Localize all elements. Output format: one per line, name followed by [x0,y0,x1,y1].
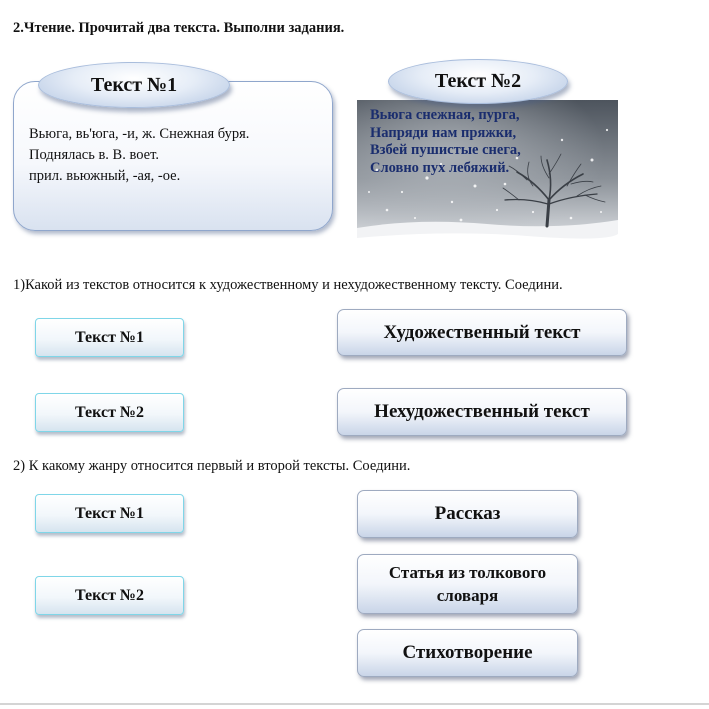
q2-dictionary-article-box[interactable]: Статья из толкового словаря [357,554,578,614]
text1-line: прил. вьюжный, -ая, -ое. [29,168,181,184]
q1-artistic-text-box[interactable]: Художественный текст [337,309,627,356]
question2-text: 2) К какому жанру относится первый и второй тексты. Соедини. [13,458,411,474]
q2-story-box[interactable]: Рассказ [357,490,578,538]
q2-text1-box[interactable]: Текст №1 [35,494,184,533]
text1-line: Вьюга, вь'юга, -и, ж. Снежная буря. [29,126,250,142]
q1-text2-box[interactable]: Текст №2 [35,393,184,432]
q2-poem-box[interactable]: Стихотворение [357,629,578,677]
text1-line: Поднялась в. В. воет. [29,147,159,163]
question1-text: 1)Какой из текстов относится к художественному и нехудожественному тексту. Соедини. [13,277,563,293]
text2-poem [370,107,521,177]
poem-line: Взбей пушистые снега, [370,142,521,158]
q1-text1-box[interactable]: Текст №1 [35,318,184,357]
task-title: 2.Чтение. Прочитай два текста. Выполни задания. [13,20,345,36]
bottom-divider [0,703,709,705]
q1-nonartistic-text-box[interactable]: Нехудожественный текст [337,388,627,436]
poem-line: Напряди нам пряжки, [370,124,517,141]
text2-header: Текст №2 [388,59,568,104]
text1-header: Текст №1 [38,62,230,108]
text1-body [29,124,249,187]
poem-line: Вьюга снежная, пурга, [370,107,520,123]
q2-text2-box[interactable]: Текст №2 [35,576,184,615]
poem-line: Словно пух лебяжий. [370,159,510,176]
